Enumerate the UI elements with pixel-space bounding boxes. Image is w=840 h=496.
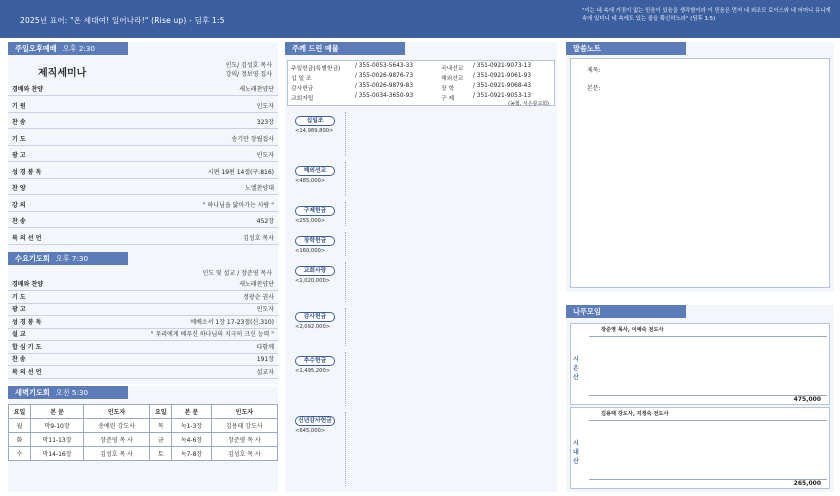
dawn-cell: 녹4-6장 [172, 433, 211, 447]
account-text: / 355-0026-9879-83 [355, 83, 414, 89]
order-value: 다함께 [256, 343, 274, 351]
wednesday-section [8, 252, 278, 384]
order-value: 노엘찬양대 [245, 185, 274, 192]
account-text: / 351-0921-9068-43 [473, 83, 532, 89]
dawn-cell: 장준영 목 사 [211, 433, 277, 447]
account-text: 교회자립 [291, 96, 314, 102]
order-row [8, 292, 278, 304]
order-value: 인도자 [256, 306, 274, 313]
order-label: 찬 송 [12, 119, 26, 126]
dawn-cell: 금 [150, 433, 172, 447]
order-value: 설교자 [256, 368, 274, 376]
order-value: " 우리에게 베푸신 하나님의 지극히 크신 능력 " [150, 331, 274, 338]
table-row [9, 447, 278, 461]
order-label: 기 원 [12, 102, 26, 110]
dawn-header-cell: 요일 [9, 405, 31, 419]
order-row [8, 317, 278, 329]
dawn-cell: 녹7-8장 [172, 447, 211, 461]
order-row [8, 183, 278, 195]
order-label: 강 의 [12, 201, 26, 209]
order-value: " 하나님을 닮아가는 사람 " [202, 201, 274, 209]
dawn-header-cell: 인도자 [83, 405, 149, 419]
order-value: 452장 [256, 218, 274, 225]
dawn-section [8, 386, 278, 492]
order-label: 성 경 봉 독 [12, 318, 42, 326]
order-row [8, 167, 278, 179]
dawn-cell: 김용태 강도사 [211, 419, 277, 433]
order-value: 에베소서 1장 17-23절(신.310) [190, 318, 274, 326]
offering-tag: 추수헌금 [295, 356, 335, 366]
account-text: 장 학 [441, 86, 455, 92]
order-label: 경배와 찬양 [12, 86, 44, 93]
dawn-cell: 막9-10장 [31, 419, 84, 433]
order-value: 김성호 목사 [243, 234, 274, 242]
memo-box[interactable] [570, 58, 830, 288]
offering-amount: <1,020,000> [295, 278, 331, 284]
dawn-cell: 송예린 강도사 [83, 419, 149, 433]
order-label: 기 도 [12, 293, 26, 301]
order-label: 성 경 봉 독 [12, 168, 42, 176]
tree-group-1 [570, 323, 830, 405]
offering-tag: 십일조 [295, 116, 335, 126]
dawn-cell: 막11-13장 [31, 433, 84, 447]
offering-amount: <2,092,000> [295, 324, 331, 330]
account-text: 구 제 [441, 96, 455, 102]
order-label: 경배와 찬양 [12, 281, 44, 288]
sunday-section [8, 42, 278, 252]
order-label: 설 교 [12, 331, 26, 338]
offering-names-area [345, 112, 549, 156]
offering-names-area [345, 262, 549, 302]
header-bar [0, 0, 840, 38]
offering-names-area [345, 202, 549, 226]
dawn-cell: 화 [9, 433, 31, 447]
offering-names-area [345, 162, 549, 196]
order-row [8, 329, 278, 341]
order-label: 기 도 [12, 135, 26, 143]
offering-amount: <645,000> [295, 428, 326, 434]
offering-amount: <255,000> [295, 218, 326, 224]
order-label: 찬 송 [12, 218, 26, 225]
sunday-header: 주일오후예배 오후 2:30 [8, 42, 128, 55]
dawn-cell: 장준영 목 사 [83, 433, 149, 447]
memo-section [566, 42, 834, 292]
offering-names-area [345, 412, 549, 486]
account-text: / 351-0921-9061-93 [473, 73, 532, 79]
order-row [8, 233, 278, 245]
account-text: / 351-0921-9073-13 [473, 63, 532, 69]
order-row [8, 200, 278, 212]
dawn-header-cell: 요일 [150, 405, 172, 419]
group1-total: 475,000 [793, 396, 821, 403]
offering-tag: 장학헌금 [295, 236, 335, 246]
order-row [8, 342, 278, 354]
seminar-title: 제직세미나 [38, 68, 87, 79]
tree-group-2 [570, 407, 830, 489]
order-value: 인도자 [256, 152, 274, 159]
order-row [8, 84, 278, 96]
account-text: 주일헌금(특별헌금) [291, 66, 341, 72]
account-text: / 355-0026-9876-73 [355, 73, 414, 79]
order-label: 합 심 기 도 [12, 343, 42, 351]
account-text: 감사헌금 [291, 86, 314, 92]
dawn-cell: 토 [150, 447, 172, 461]
leader-line: 인도/ 김성호 목사 [225, 62, 272, 69]
order-row [8, 367, 278, 379]
order-row [8, 101, 278, 113]
table-row [9, 419, 278, 433]
wednesday-header: 수요기도회 오후 7:30 [8, 252, 128, 265]
account-text: / 351-0921-9053-13 [473, 93, 532, 99]
account-text: 해외선교 [441, 76, 464, 82]
order-value: 323장 [256, 119, 274, 126]
dawn-header-cell: 본 문 [172, 405, 211, 419]
account-text: / 355-0034-3650-93 [355, 93, 414, 99]
offering-amount: <485,000> [295, 178, 326, 184]
dawn-cell: 김성호 목 사 [83, 447, 149, 461]
dawn-cell: 막14-16장 [31, 447, 84, 461]
dawn-cell: 월 [9, 419, 31, 433]
offering-tag: 신년감사헌금 [295, 416, 335, 426]
account-text: / 355-0053-5643-33 [355, 63, 414, 69]
order-value: 시편 19편 14절(구.816) [207, 168, 274, 176]
memo-title-label: 제목: [587, 67, 601, 74]
dawn-header-cell: 본 문 [31, 405, 84, 419]
offering-section [285, 42, 557, 492]
order-value: 인도자 [256, 102, 274, 110]
offering-names-area [345, 232, 549, 256]
order-row [8, 117, 278, 129]
account-text: 십 일 조 [291, 76, 312, 82]
offering-tag: 교회사랑 [295, 266, 335, 276]
order-label: 광 고 [12, 152, 26, 159]
theme-verse: 2025년 표어: "온 세대여! 일어나라!" (Rise up) - 딤후 1:5 [20, 16, 225, 25]
offering-header: 주께 드린 예물 [285, 42, 405, 55]
order-value: 새노래찬양단 [239, 86, 274, 93]
order-row [8, 279, 278, 291]
memo-text-label: 본문: [587, 85, 601, 92]
account-text: 국내선교 [441, 66, 464, 72]
order-value: 새노래찬양단 [239, 281, 274, 288]
group1-leaders: 장준영 목사, 이예숙 전도사 [601, 327, 664, 333]
group2-leaders: 김용태 강도사, 지정숙 전도사 [601, 411, 669, 417]
group1-table [589, 336, 827, 396]
dawn-header: 새벽기도회 오전 5:30 [8, 386, 128, 399]
offering-tag: 해외선교 [295, 166, 335, 176]
offering-names-area [345, 352, 549, 406]
dawn-table [8, 404, 278, 461]
order-value: 송기만 장립집사 [231, 135, 274, 143]
order-row [8, 304, 278, 316]
order-row [8, 150, 278, 162]
order-row [8, 216, 278, 228]
group2-name: 시내산 [573, 440, 579, 465]
order-row [8, 354, 278, 366]
tree-header: 나무모임 [566, 305, 686, 318]
lecture-line: 강의/ 정보영 집사 [225, 71, 272, 78]
order-value: 191장 [256, 356, 274, 363]
order-row [8, 134, 278, 146]
offering-tag: 구제헌금 [295, 206, 335, 216]
tree-section [566, 305, 834, 492]
offering-list [285, 110, 557, 490]
bank-note: (농협, 서은광교회) [508, 101, 549, 107]
offering-amount: <160,000> [295, 248, 326, 254]
dawn-cell: 녹1-3장 [172, 419, 211, 433]
dawn-header-cell: 인도자 [211, 405, 277, 419]
order-value: 정광순 권사 [243, 293, 274, 301]
header-quote: "이는 네 속에 거짓이 없는 믿음이 있음을 생각함이라 이 믿음은 먼저 네 외조모 로이스와 네 어머니 유니게 속에 있더니 네 속에도 있는 줄을 확신하노라" (딤후 1:5) [582, 8, 831, 22]
group2-total: 265,000 [793, 480, 821, 487]
order-label: 광 고 [12, 306, 26, 313]
order-label: 복 의 선 언 [12, 368, 42, 376]
offering-names-area [345, 308, 549, 346]
wed-leader-line: 인도 및 설교 / 장준영 목사 [202, 270, 272, 277]
order-label: 찬 양 [12, 185, 26, 192]
order-label: 찬 송 [12, 356, 26, 363]
dawn-cell: 김성호 목 사 [211, 447, 277, 461]
memo-header: 말씀노트 [566, 42, 686, 55]
order-label: 복 의 선 언 [12, 234, 42, 242]
dawn-cell: 목 [150, 419, 172, 433]
table-row [9, 433, 278, 447]
group1-name: 시온산 [573, 356, 579, 381]
offering-amount: <14,989,800> [295, 128, 334, 134]
offering-tag: 감사헌금 [295, 312, 335, 322]
group2-table [589, 420, 827, 480]
dawn-cell: 수 [9, 447, 31, 461]
offering-amount: <1,495,200> [295, 368, 331, 374]
